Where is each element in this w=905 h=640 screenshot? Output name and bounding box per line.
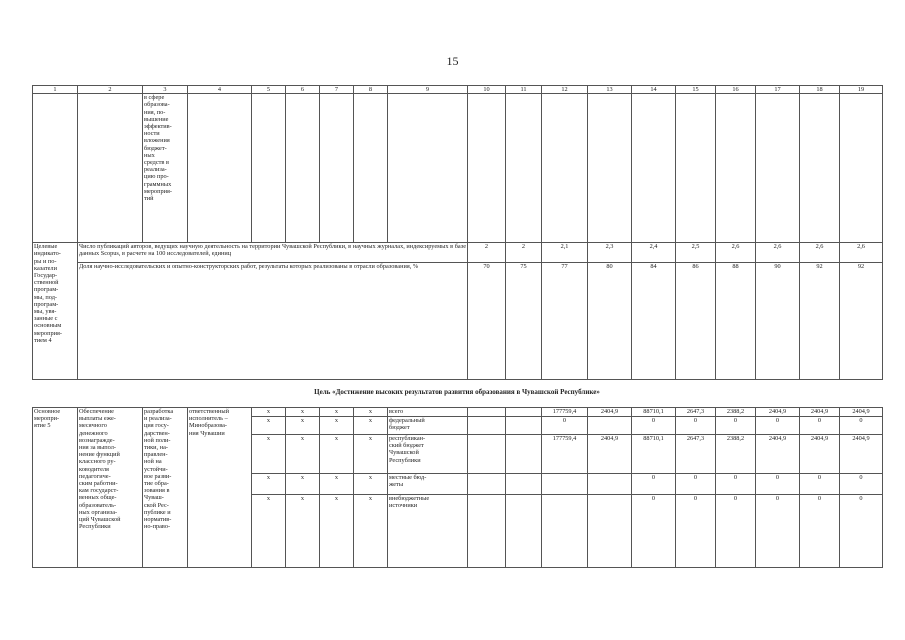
funding-value: 0 [716, 474, 756, 495]
funding-value: 0 [800, 474, 840, 495]
funding-value: 177759,4 [542, 408, 588, 417]
funding-source: внебюджетные источники [388, 495, 468, 568]
indicator-value: 2,5 [676, 243, 716, 263]
empty-cell [506, 495, 542, 568]
empty-cell [468, 495, 506, 568]
budget-code: x [320, 474, 354, 495]
empty-cell [506, 474, 542, 495]
budget-code: x [286, 408, 320, 417]
continuation-text: в сфере образова- ния, по- вышение эффектив- ности вложения бюджет- ных средств в реализа- цию про- граммных мероприя- тий [143, 94, 188, 243]
funding-value: 2404,9 [800, 408, 840, 417]
funding-value [588, 417, 632, 435]
funding-row [33, 408, 883, 417]
goal-title: Цель «Достижение высоких результатов развития образования в Чувашской Республике» [314, 388, 600, 396]
funding-value: 0 [676, 474, 716, 495]
budget-code: x [354, 435, 388, 474]
column-number: 9 [388, 86, 468, 94]
column-number: 2 [78, 86, 143, 94]
indicator-text: Доля научно-исследовательских и опытно-конструкторских работ, результаты которых реализованы в отрасли образования, % [78, 263, 468, 380]
indicator-value: 92 [840, 263, 883, 380]
header-row [33, 86, 883, 94]
budget-code: x [286, 495, 320, 568]
funding-value [542, 474, 588, 495]
funding-value: 0 [632, 417, 676, 435]
budget-code: x [354, 408, 388, 417]
funding-source: местные бюд- жеты [388, 474, 468, 495]
budget-code: x [252, 474, 286, 495]
budget-code: x [320, 495, 354, 568]
budget-code: x [286, 435, 320, 474]
funding-value [588, 474, 632, 495]
measure-id: Основное меропри- ятие 5 [33, 408, 78, 568]
indicator-value: 70 [468, 263, 506, 380]
funding-source: республикан- ский бюджет Чувашской Республики [388, 435, 468, 474]
continuation-row [33, 94, 883, 243]
budget-code: x [320, 408, 354, 417]
empty-cell [506, 435, 542, 474]
funding-value: 0 [756, 474, 800, 495]
indicator-text: Число публикаций авторов, ведущих научную деятельность на территории Чувашской Республики, в научных журналах, индексируемых в базе данных Scopus, в расчете на 100 исследователей, единиц [78, 243, 468, 263]
funding-value: 88710,1 [632, 408, 676, 417]
budget-code: x [354, 417, 388, 435]
funding-value: 0 [542, 417, 588, 435]
funding-value: 0 [840, 474, 883, 495]
funding-source: всего [388, 408, 468, 417]
budget-code: x [252, 435, 286, 474]
column-number: 19 [840, 86, 883, 94]
column-number: 7 [320, 86, 354, 94]
empty-cell [468, 474, 506, 495]
indicator-row [33, 243, 883, 263]
program-table-top [32, 85, 883, 380]
funding-value: 0 [840, 495, 883, 568]
indicator-value: 2,6 [716, 243, 756, 263]
budget-code: x [286, 417, 320, 435]
funding-value: 0 [716, 417, 756, 435]
column-number: 17 [756, 86, 800, 94]
funding-value: 0 [632, 474, 676, 495]
column-number: 10 [468, 86, 506, 94]
indicator-value: 2,4 [632, 243, 676, 263]
column-number: 8 [354, 86, 388, 94]
budget-code: x [354, 495, 388, 568]
funding-value [542, 495, 588, 568]
funding-value: 0 [800, 495, 840, 568]
funding-value: 2404,9 [588, 435, 632, 474]
funding-value: 2404,9 [840, 435, 883, 474]
column-number: 3 [143, 86, 188, 94]
indicator-row [33, 263, 883, 380]
program-table-measure [32, 407, 883, 568]
funding-value: 0 [756, 495, 800, 568]
funding-value: 2404,9 [840, 408, 883, 417]
funding-value: 0 [756, 417, 800, 435]
funding-value: 2388,2 [716, 435, 756, 474]
column-number: 18 [800, 86, 840, 94]
indicator-value: 2,6 [840, 243, 883, 263]
funding-value: 2647,3 [676, 408, 716, 417]
indicator-value: 2,3 [588, 243, 632, 263]
funding-value: 0 [800, 417, 840, 435]
measure-executor: ответственный исполнитель – Минобразова- ния Чувашии [188, 408, 252, 568]
funding-value: 2404,9 [588, 408, 632, 417]
budget-code: x [320, 417, 354, 435]
funding-value: 2404,9 [756, 408, 800, 417]
column-number: 15 [676, 86, 716, 94]
indicator-value: 2,1 [542, 243, 588, 263]
funding-value: 0 [840, 417, 883, 435]
budget-code: x [354, 474, 388, 495]
funding-value: 2388,2 [716, 408, 756, 417]
funding-value: 0 [676, 417, 716, 435]
indicator-value: 80 [588, 263, 632, 380]
column-number: 16 [716, 86, 756, 94]
budget-code: x [320, 435, 354, 474]
budget-code: x [252, 495, 286, 568]
column-number: 1 [33, 86, 78, 94]
indicators-label: Целевые индикато- ры и по- казатели Государ- ственной програм- мы, под- програм- мы, увя- занные с основным мероприя- тием 4 [33, 243, 78, 380]
funding-value: 2404,9 [800, 435, 840, 474]
indicator-value: 2 [506, 243, 542, 263]
column-number: 11 [506, 86, 542, 94]
empty-cell [468, 417, 506, 435]
indicator-value: 84 [632, 263, 676, 380]
indicator-value: 2,6 [756, 243, 800, 263]
column-number: 14 [632, 86, 676, 94]
empty-cell [506, 417, 542, 435]
funding-value: 2647,3 [676, 435, 716, 474]
indicator-value: 92 [800, 263, 840, 380]
budget-code: x [252, 408, 286, 417]
funding-value: 88710,1 [632, 435, 676, 474]
indicator-value: 75 [506, 263, 542, 380]
indicator-value: 2,6 [800, 243, 840, 263]
measure-description: разработка и реализа- ция госу- дарствен- ной поли- тики, на- правлен- ной на устойчи- вое разви- тие обра- зования в Чуваш- ской Рес- публике и норматив- но-право- [143, 408, 188, 568]
budget-code: x [286, 474, 320, 495]
indicator-value: 2 [468, 243, 506, 263]
empty-cell [506, 408, 542, 417]
funding-value: 0 [632, 495, 676, 568]
funding-value: 177759,4 [542, 435, 588, 474]
funding-value [588, 495, 632, 568]
column-number: 4 [188, 86, 252, 94]
funding-source: федеральный бюджет [388, 417, 468, 435]
indicator-value: 77 [542, 263, 588, 380]
indicator-value: 90 [756, 263, 800, 380]
column-number: 13 [588, 86, 632, 94]
column-number: 12 [542, 86, 588, 94]
column-number: 6 [286, 86, 320, 94]
indicator-value: 88 [716, 263, 756, 380]
budget-code: x [252, 417, 286, 435]
page-number: 15 [446, 54, 459, 68]
measure-title: Обеспечение выплаты еже- месячного денежного вознагражде- ния за выпол- нение функций классного ру- ководителя педагогиче- ским работни- кам государст- венных обще- образователь- ных организа- ций Чувашской Республики [78, 408, 143, 568]
funding-value: 0 [716, 495, 756, 568]
indicator-value: 86 [676, 263, 716, 380]
empty-cell [468, 435, 506, 474]
column-number: 5 [252, 86, 286, 94]
empty-cell [468, 408, 506, 417]
funding-value: 2404,9 [756, 435, 800, 474]
funding-value: 0 [676, 495, 716, 568]
